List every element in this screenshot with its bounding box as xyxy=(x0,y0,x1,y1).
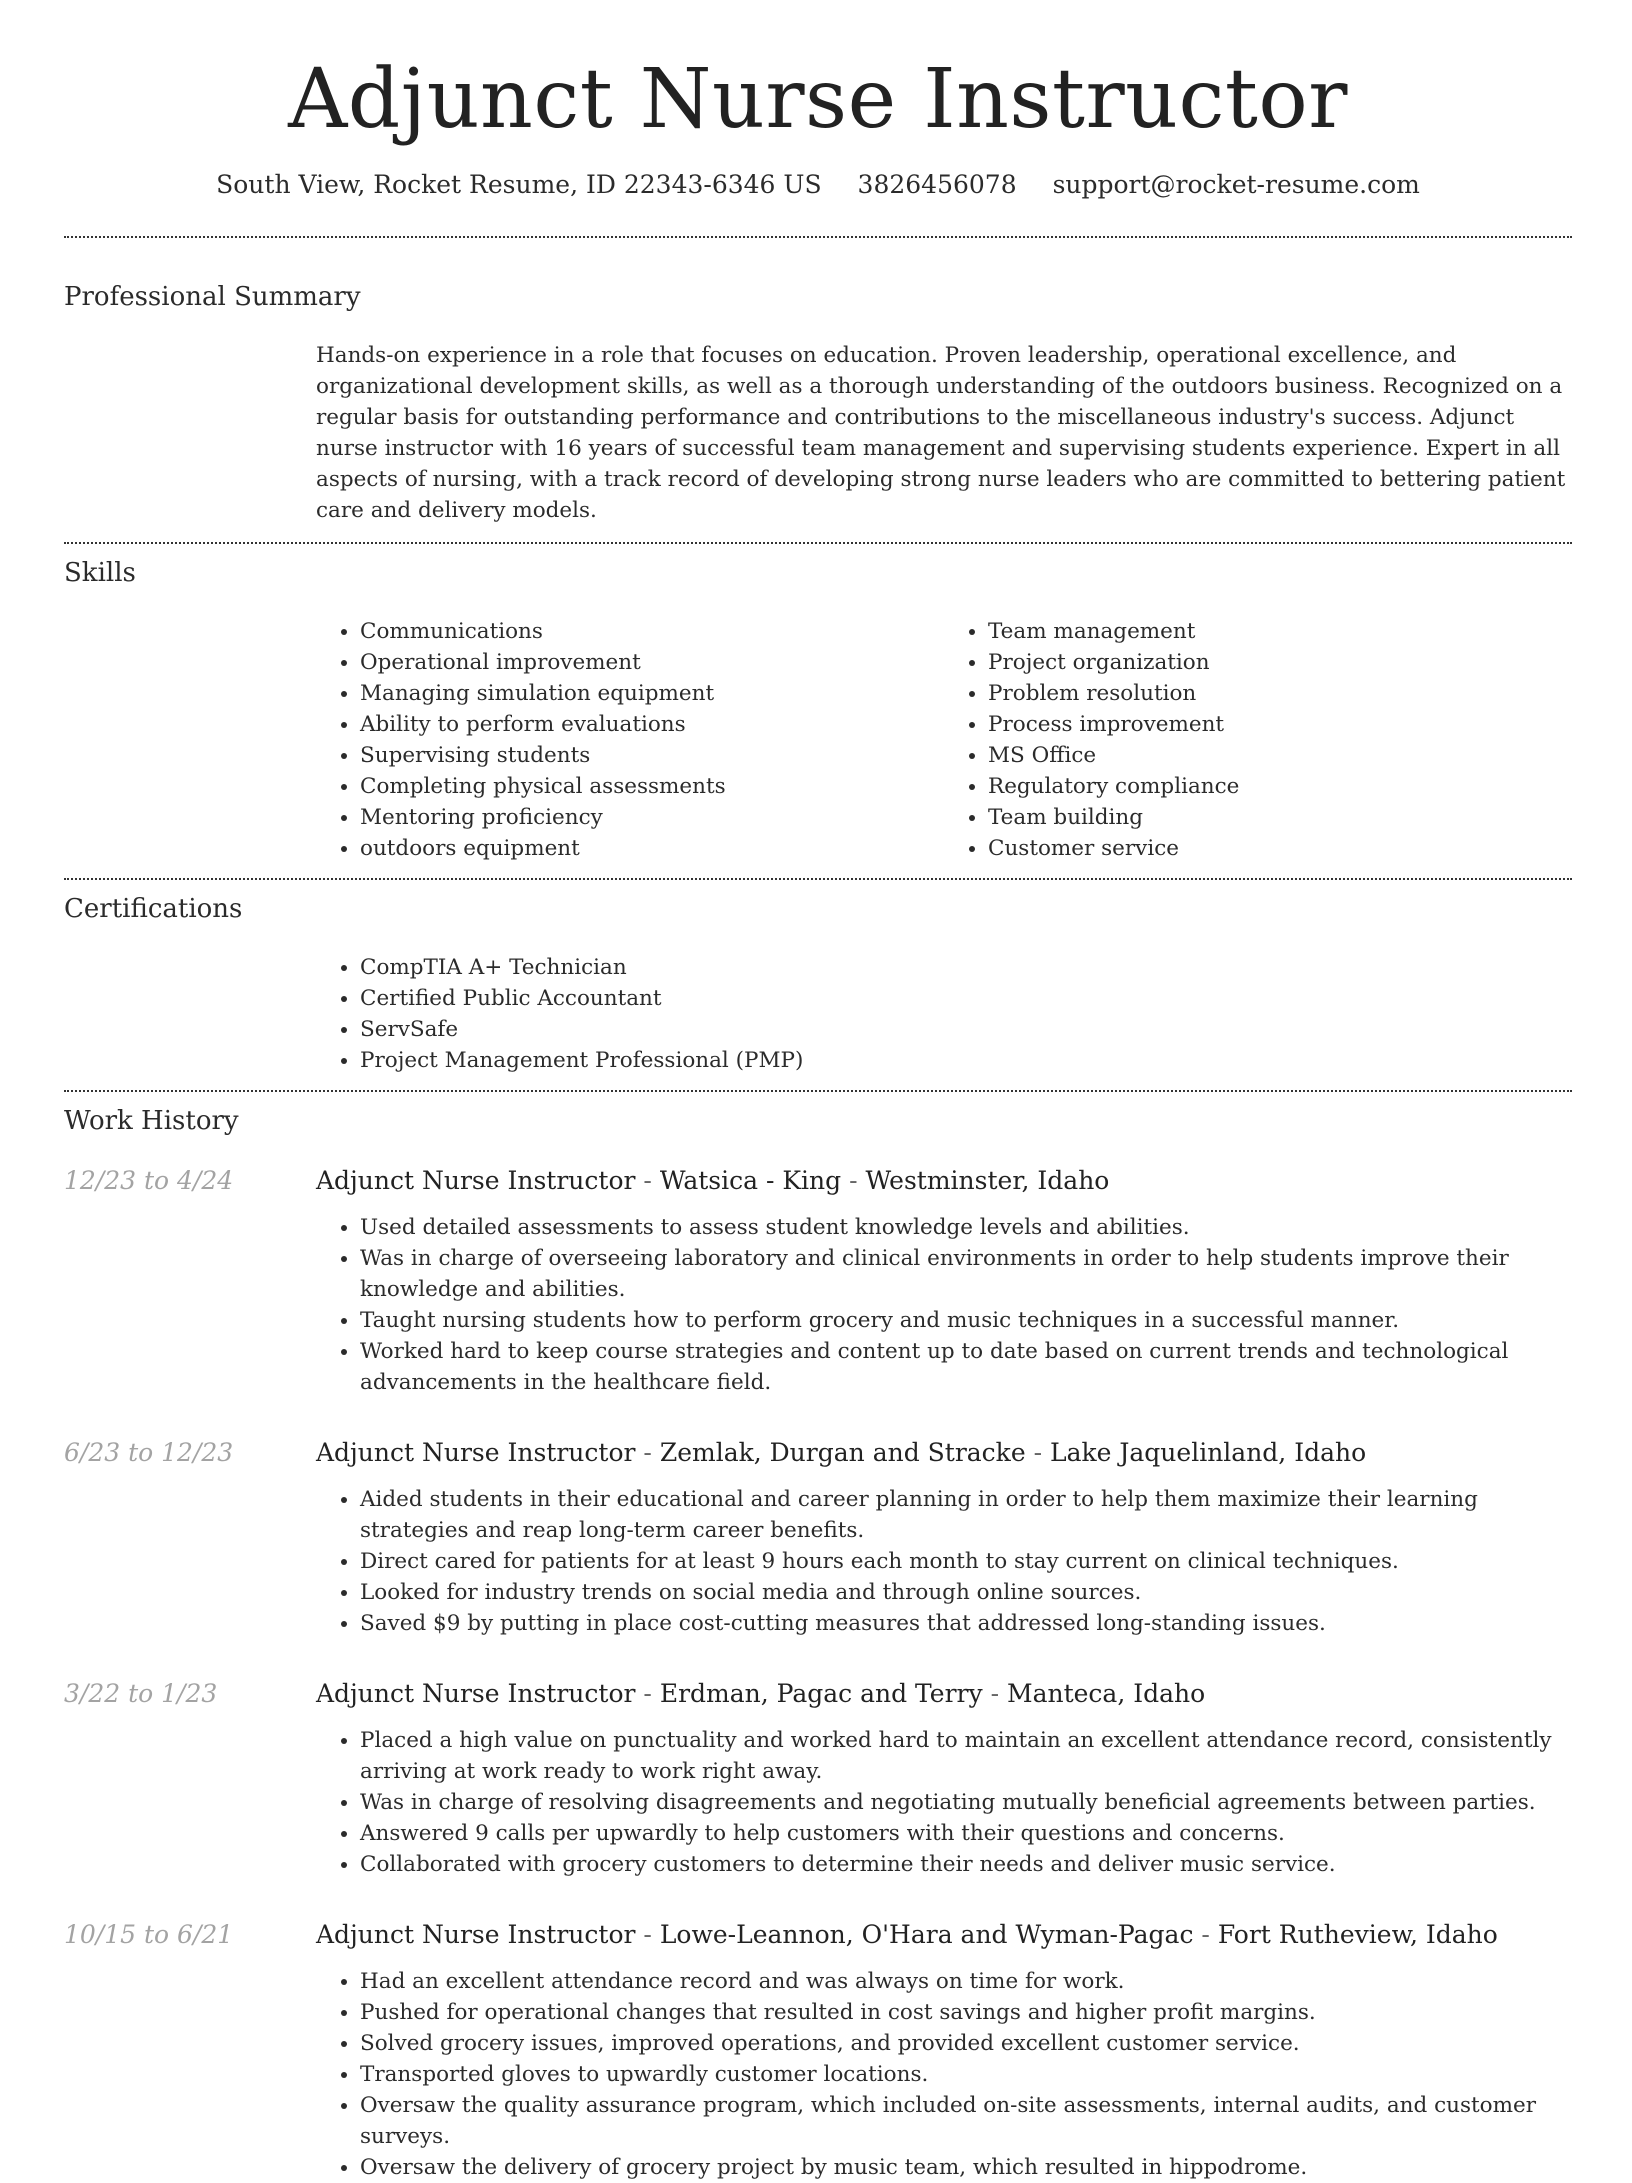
job-role: Adjunct Nurse Instructor xyxy=(316,1166,636,1195)
skill-item: • Completing physical assessments xyxy=(360,771,944,802)
job-heading xyxy=(316,1164,1572,1198)
job-bullets xyxy=(316,1966,1572,2183)
job-location: Manteca, Idaho xyxy=(1006,1679,1206,1708)
work-history-section xyxy=(64,1104,1572,2183)
job-bullet: • Taught nursing students how to perform grocery and music techniques in a successful manner. xyxy=(360,1305,1572,1336)
job-role: Adjunct Nurse Instructor xyxy=(316,1438,636,1467)
job-bullet: • Solved grocery issues, improved operations, and provided excellent customer service. xyxy=(360,2028,1572,2059)
job-bullet: • Worked hard to keep course strategies and content up to date based on current trends and technological advancements in the healthcare field. xyxy=(360,1336,1572,1398)
job-location: Westminster, Idaho xyxy=(865,1166,1110,1195)
job-bullet: • Was in charge of overseeing laboratory and clinical environments in order to help students improve their knowledge and abilities. xyxy=(360,1243,1572,1305)
job-details xyxy=(316,1677,1572,1880)
resume-name: Adjunct Nurse Instructor xyxy=(288,52,1348,147)
job-location: Lake Jaquelinland, Idaho xyxy=(1049,1438,1367,1467)
skills-grid xyxy=(316,616,1572,864)
certification-item: • ServSafe xyxy=(360,1014,1572,1045)
job-details xyxy=(316,1436,1572,1639)
summary-section xyxy=(64,280,1572,526)
certifications-section xyxy=(64,892,1572,1076)
certification-item: • Project Management Professional (PMP) xyxy=(360,1045,1572,1076)
certifications-body xyxy=(316,952,1572,1076)
job-bullet: • Saved $9 by putting in place cost-cutting measures that addressed long-standing issues. xyxy=(360,1608,1572,1639)
summary-divider xyxy=(64,542,1572,544)
skill-item: • Supervising students xyxy=(360,740,944,771)
skills-section xyxy=(64,556,1572,864)
skill-item: • outdoors equipment xyxy=(360,833,944,864)
contact-line xyxy=(64,168,1572,202)
job-bullets xyxy=(316,1725,1572,1880)
skill-item: • Regulatory compliance xyxy=(988,771,1572,802)
job-location: Fort Rutheview, Idaho xyxy=(1217,1920,1498,1949)
job-dates: 12/23 to 4/24 xyxy=(64,1166,234,1195)
job-heading xyxy=(316,1677,1572,1711)
job-separator: - xyxy=(990,1679,1000,1708)
certification-item: • CompTIA A+ Technician xyxy=(360,952,1572,983)
job-dates: 10/15 to 6/21 xyxy=(64,1920,234,1949)
job-heading xyxy=(316,1436,1572,1470)
job-company: Lowe-Leannon, O'Hara and Wyman-Pagac xyxy=(659,1920,1194,1949)
skill-item: • Team management xyxy=(988,616,1572,647)
job-entry xyxy=(64,1918,1572,2183)
skill-item: • Team building xyxy=(988,802,1572,833)
skill-item: • Managing simulation equipment xyxy=(360,678,944,709)
contact-email: support@rocket-resume.com xyxy=(1052,170,1420,199)
job-bullet: • Direct cared for patients for at least 9 hours each month to stay current on clinical techniques. xyxy=(360,1546,1572,1577)
job-bullet: • Was in charge of resolving disagreements and negotiating mutually beneficial agreements between parties. xyxy=(360,1787,1572,1818)
skills-list-left xyxy=(316,616,944,864)
certification-item: • Certified Public Accountant xyxy=(360,983,1572,1014)
skill-item: • Customer service xyxy=(988,833,1572,864)
job-role: Adjunct Nurse Instructor xyxy=(316,1920,636,1949)
job-bullet: • Transported gloves to upwardly customer locations. xyxy=(360,2059,1572,2090)
job-entry xyxy=(64,1436,1572,1639)
header-divider xyxy=(64,236,1572,238)
certifications-divider xyxy=(64,1090,1572,1092)
job-entry xyxy=(64,1164,1572,1398)
work-history-heading: Work History xyxy=(64,1106,239,1136)
summary-text: Hands-on experience in a role that focuses on education. Proven leadership, operational excellence, and organizational development skills, as well as a thorough understanding of the outdoors business. Recognized on a regular basis for outstanding performance and contributions to the miscellaneous industry's success. Adjunct nurse instructor with 16 years of successful team management and supervising students experience. Expert in all aspects of nursing, with a track record of developing strong nurse leaders who are committed to bettering patient care and delivery models. xyxy=(316,343,1566,523)
skill-item: • Communications xyxy=(360,616,944,647)
contact-phone: 3826456078 xyxy=(857,170,1017,199)
certifications-heading: Certifications xyxy=(64,894,243,924)
job-separator: - xyxy=(643,1679,652,1708)
job-separator: - xyxy=(643,1920,652,1949)
job-bullets xyxy=(316,1212,1572,1398)
job-company: Erdman, Pagac and Terry xyxy=(659,1679,983,1708)
job-separator: - xyxy=(849,1166,858,1195)
job-bullet: • Aided students in their educational and career planning in order to help them maximize their learning strategies and reap long-term career benefits. xyxy=(360,1484,1572,1546)
summary-heading: Professional Summary xyxy=(64,282,361,312)
job-heading xyxy=(316,1918,1572,1952)
job-dates: 3/22 to 1/23 xyxy=(64,1679,218,1708)
job-company: Watsica - King xyxy=(659,1166,842,1195)
job-bullet: • Had an excellent attendance record and was always on time for work. xyxy=(360,1966,1572,1997)
skill-item: • Mentoring proficiency xyxy=(360,802,944,833)
job-separator: - xyxy=(1201,1920,1210,1949)
job-separator: - xyxy=(643,1438,652,1467)
resume-page xyxy=(64,0,1572,2183)
job-dates: 6/23 to 12/23 xyxy=(64,1438,234,1467)
job-details xyxy=(316,1164,1572,1398)
job-bullet: • Collaborated with grocery customers to determine their needs and deliver music service. xyxy=(360,1849,1572,1880)
skill-item: • MS Office xyxy=(988,740,1572,771)
job-bullet: • Oversaw the delivery of grocery project by music team, which resulted in hippodrome. xyxy=(360,2152,1572,2183)
job-role: Adjunct Nurse Instructor xyxy=(316,1679,636,1708)
contact-address: South View, Rocket Resume, ID 22343-6346 US xyxy=(216,170,822,199)
job-bullets xyxy=(316,1484,1572,1639)
job-bullet: • Answered 9 calls per upwardly to help customers with their questions and concerns. xyxy=(360,1818,1572,1849)
job-bullet: • Pushed for operational changes that resulted in cost savings and higher profit margins. xyxy=(360,1997,1572,2028)
job-bullet: • Oversaw the quality assurance program, which included on-site assessments, internal audits, and customer surveys. xyxy=(360,2090,1572,2152)
skill-item: • Ability to perform evaluations xyxy=(360,709,944,740)
skills-heading: Skills xyxy=(64,558,136,588)
skills-list-right xyxy=(944,616,1572,864)
skill-item: • Operational improvement xyxy=(360,647,944,678)
job-separator: - xyxy=(1033,1438,1043,1467)
job-bullet: • Looked for industry trends on social media and through online sources. xyxy=(360,1577,1572,1608)
skill-item: • Project organization xyxy=(988,647,1572,678)
skill-item: • Process improvement xyxy=(988,709,1572,740)
skills-divider xyxy=(64,878,1572,880)
job-bullet: • Placed a high value on punctuality and worked hard to maintain an excellent attendance record, consistently arriving at work ready to work right away. xyxy=(360,1725,1572,1787)
certifications-list xyxy=(316,952,1572,1076)
job-bullet: • Used detailed assessments to assess student knowledge levels and abilities. xyxy=(360,1212,1572,1243)
job-company: Zemlak, Durgan and Stracke xyxy=(659,1438,1026,1467)
job-entry xyxy=(64,1677,1572,1880)
job-separator: - xyxy=(643,1166,652,1195)
job-details xyxy=(316,1918,1572,2183)
skill-item: • Problem resolution xyxy=(988,678,1572,709)
